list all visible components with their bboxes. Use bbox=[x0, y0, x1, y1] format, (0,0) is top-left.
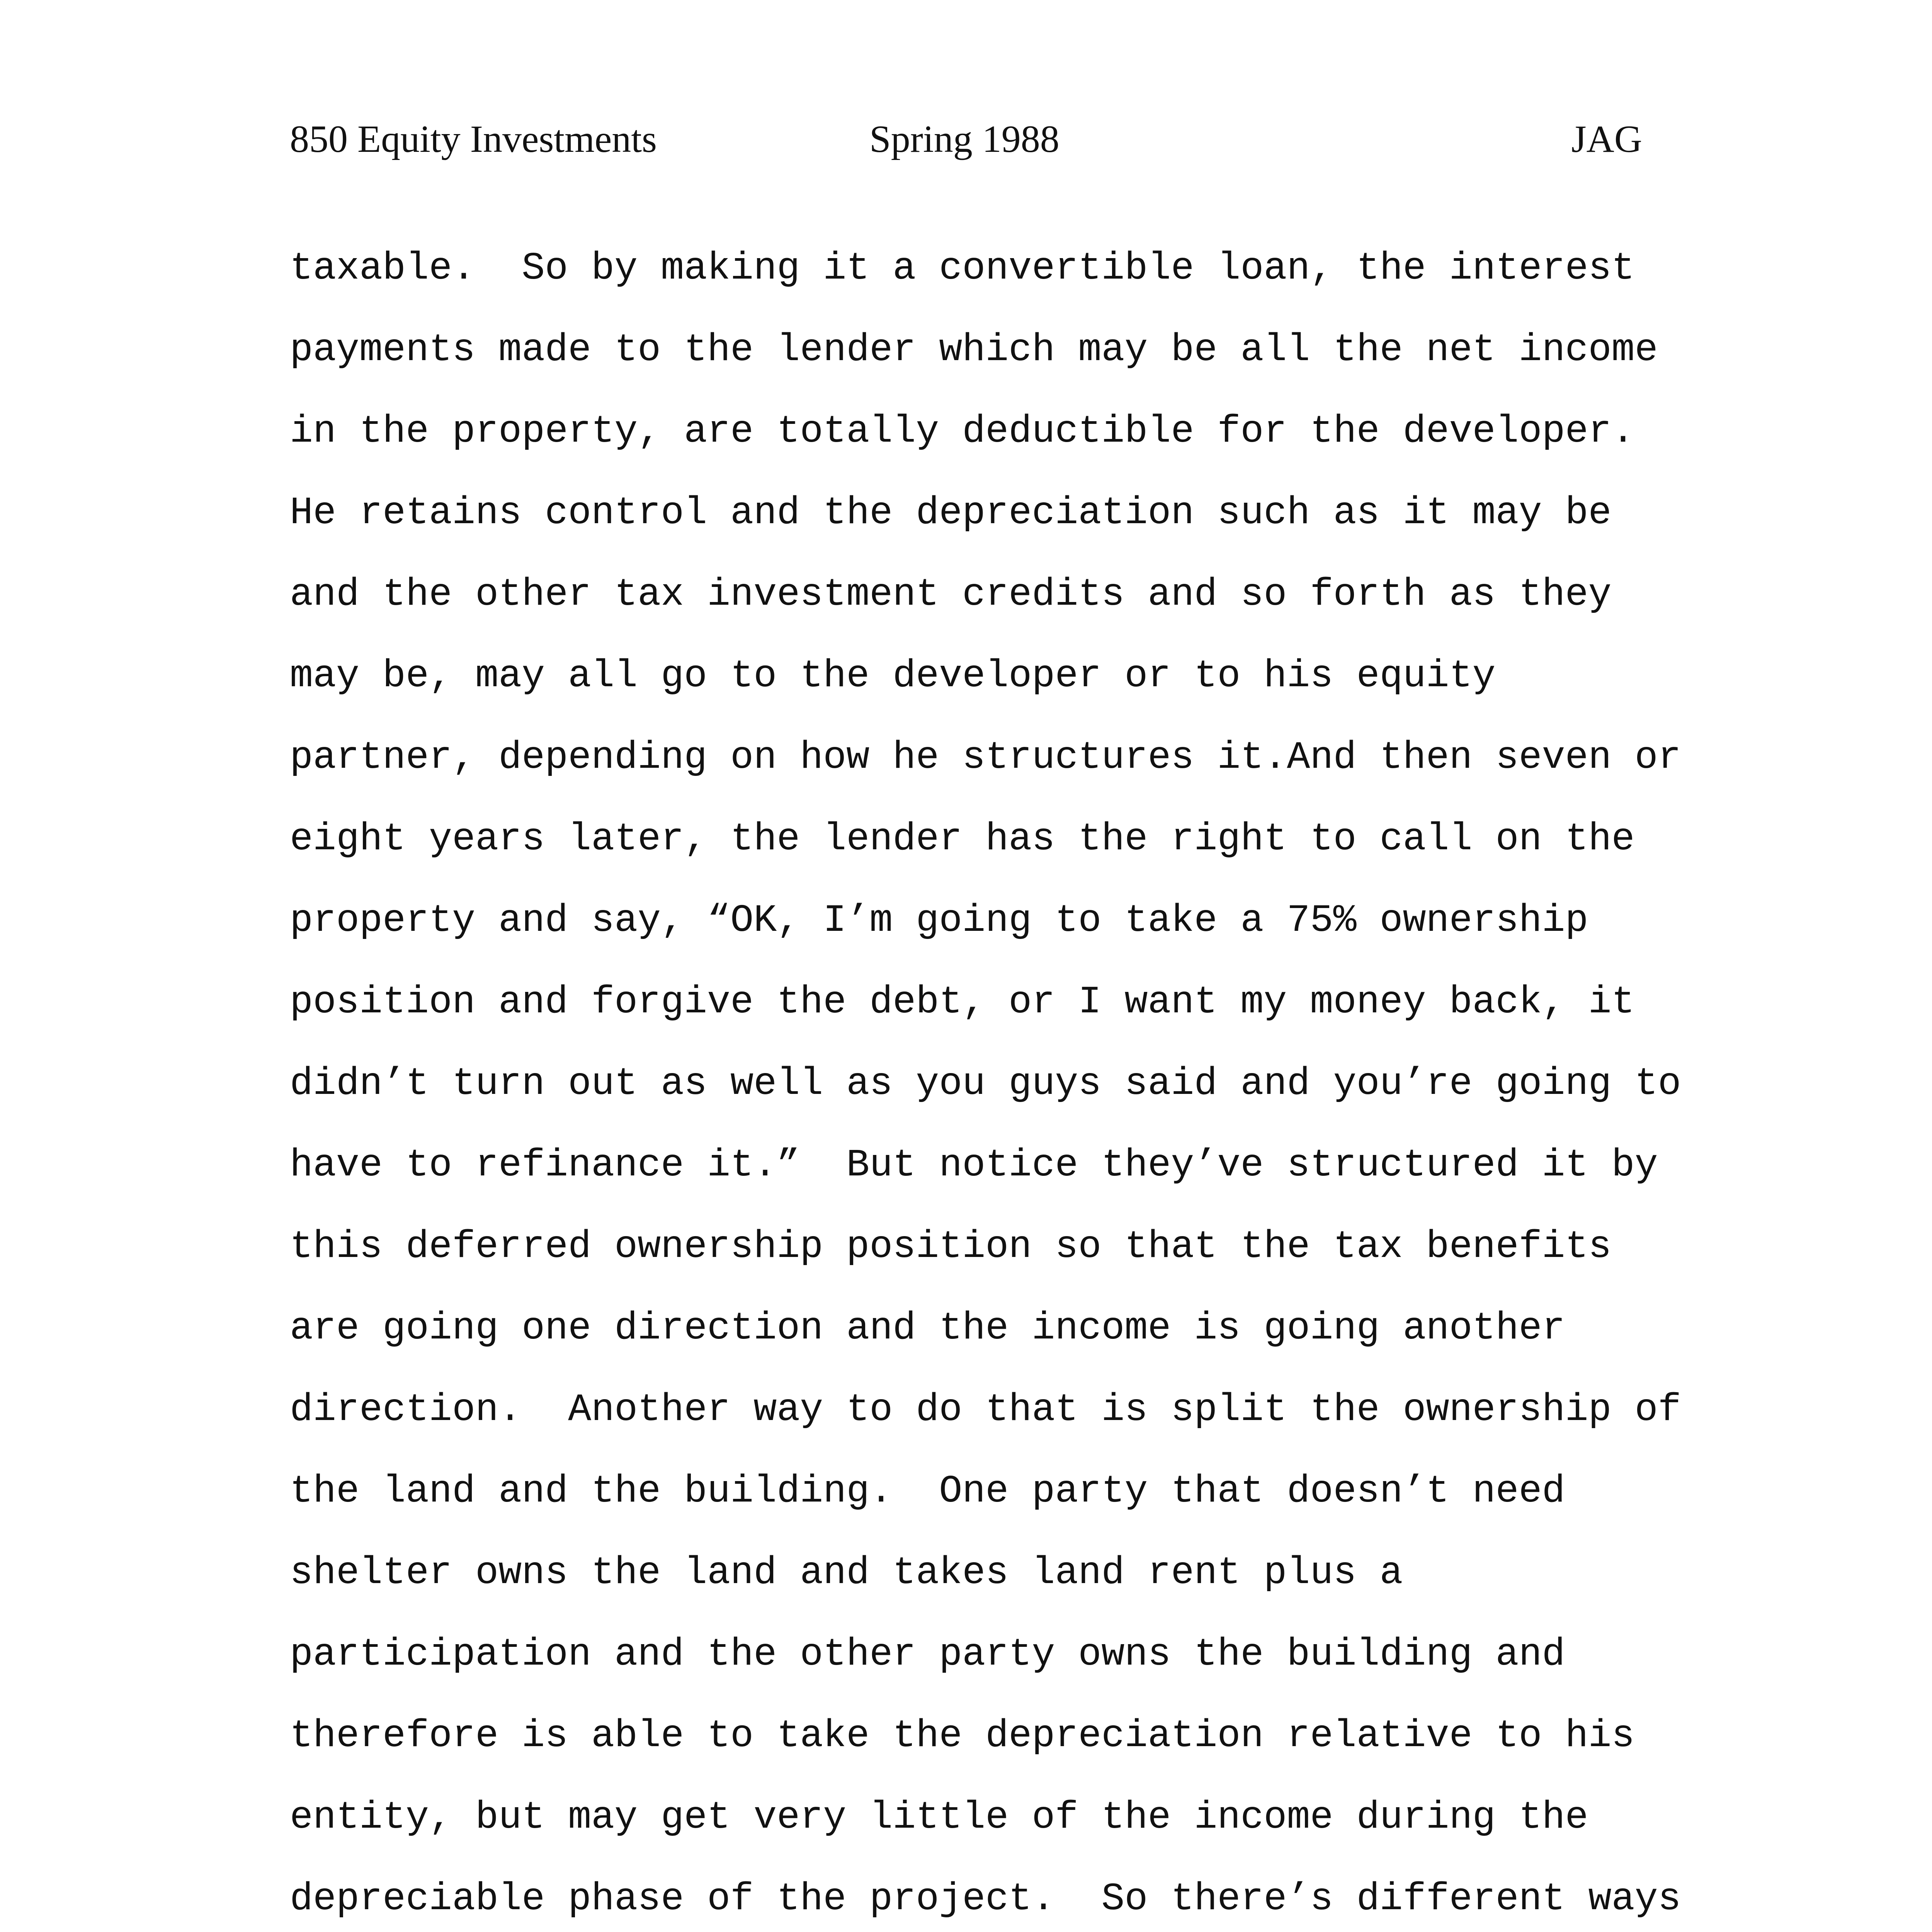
body-line: in the property, are totally deductible for the developer. bbox=[290, 410, 1635, 454]
header-term: Spring 1988 bbox=[869, 117, 1060, 160]
body-line: and the other tax investment credits and so forth as they bbox=[290, 573, 1612, 617]
body-line: taxable. So by making it a convertible loan, the interest bbox=[290, 247, 1635, 291]
body-line: therefore is able to take the depreciation relative to his bbox=[290, 1714, 1635, 1758]
body-line: payments made to the lender which may be all the net income bbox=[290, 328, 1658, 372]
body-line: property and say, “OK, I’m going to take a 75% ownership bbox=[290, 899, 1588, 943]
body-line: position and forgive the debt, or I want my money back, it bbox=[290, 981, 1635, 1024]
body-text bbox=[290, 228, 1719, 1932]
body-line: didn’t turn out as well as you guys said and you’re going to bbox=[290, 1062, 1681, 1106]
body-line: shelter owns the land and takes land rent plus a bbox=[290, 1551, 1403, 1595]
body-line: partner, depending on how he structures it.And then seven or bbox=[290, 736, 1681, 780]
body-line: direction. Another way to do that is split the ownership of bbox=[290, 1388, 1681, 1432]
body-line: entity, but may get very little of the income during the bbox=[290, 1796, 1588, 1840]
body-line: depreciable phase of the project. So there’s different ways bbox=[290, 1878, 1681, 1921]
body-line: are going one direction and the income is going another bbox=[290, 1307, 1565, 1350]
body-line: eight years later, the lender has the right to call on the bbox=[290, 818, 1635, 861]
header-course-title: 850 Equity Investments bbox=[290, 117, 657, 160]
body-line: the land and the building. One party that doesn’t need bbox=[290, 1470, 1565, 1514]
body-line: have to refinance it.” But notice they’ve structured it by bbox=[290, 1144, 1658, 1187]
header-initials: JAG bbox=[1571, 117, 1642, 160]
body-line: this deferred ownership position so that the tax benefits bbox=[290, 1225, 1612, 1269]
body-line: participation and the other party owns the building and bbox=[290, 1633, 1565, 1677]
body-line: may be, may all go to the developer or to his equity bbox=[290, 655, 1496, 698]
body-line: He retains control and the depreciation such as it may be bbox=[290, 492, 1612, 535]
